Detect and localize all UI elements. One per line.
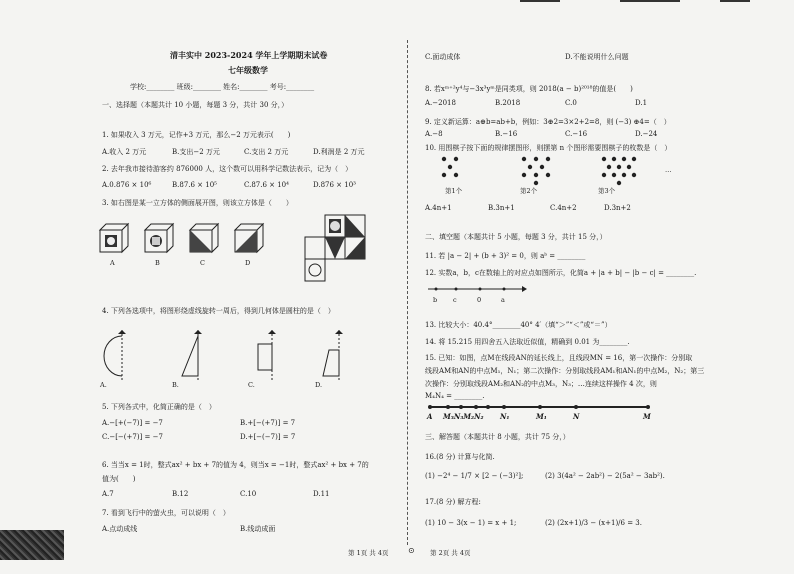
number-line-label-0: 0: [477, 296, 482, 304]
exam-title: 清丰实中 2023-2024 学年上学期期末试卷: [170, 50, 328, 60]
question-9: 9. 定义新运算：a⊕b=ab+b，例如：3⊕2=3×2+2=8，则 (−3) ⊕4=（ ）: [425, 118, 671, 126]
q15-segment-figure: [428, 402, 654, 412]
q3-label-a: A: [110, 259, 115, 267]
binding-hole-icon: ⊙: [408, 546, 415, 555]
cube-c: [190, 224, 218, 252]
q4-label: A.: [100, 381, 107, 389]
scan-mark: [620, 0, 680, 2]
q10-label: 第2个: [520, 187, 538, 195]
q10-label: 第3个: [598, 187, 616, 195]
question-15-line4: M₄N₄ = ________.: [425, 392, 485, 400]
question-6-cont: 值为( ): [102, 475, 136, 483]
q17-part1: (1) 10 − 3(x − 1) = x + 1;: [425, 519, 517, 527]
q6-option: C.10: [240, 490, 257, 498]
figure-c: [258, 330, 276, 382]
q9-option: C.−16: [565, 130, 588, 138]
q16-part1: (1) −2⁴ − 1/7 × [2 − (−3)²];: [425, 472, 524, 480]
q5-option: D.+[−(−7)] = 7: [240, 433, 296, 441]
q9-option: B.−16: [495, 130, 518, 138]
q6-option: D.11: [313, 490, 330, 498]
pattern-2: [522, 157, 550, 185]
q3-label-d: D: [245, 259, 251, 267]
section-heading: 二、填空题（本题共计 5 小题，每题 3 分，共计 15 分，）: [425, 233, 607, 241]
question-13: 13. 比较大小：40.4°________40° 4′（填“＞”“＜”或“＝”）: [425, 321, 612, 329]
question-15-line3: 次操作：分别取线段AM₂和AN₂的中点M₃，N₃；…连续这样操作 4 次，则: [425, 380, 657, 388]
question-1: 1. 如果收入 3 万元，记作+3 万元，那么−2 万元表示( ): [102, 131, 291, 139]
scan-shadow: [0, 530, 64, 560]
question-15: 15. 已知：如图，点M在线段AN的延长线上，且线段MN = 16，第一次操作：分别取: [425, 354, 693, 362]
q3-label-b: B: [155, 259, 160, 267]
q10-ellipsis: …: [665, 166, 672, 174]
section-heading: 一、选择题（本题共计 10 小题，每题 3 分，共计 30 分，）: [102, 101, 289, 109]
page-divider: [407, 40, 408, 545]
q2-option: D.876 × 10³: [313, 181, 356, 189]
scan-mark: [520, 0, 560, 2]
question-4: 4. 下列各选项中，将图形绕虚线旋转一周后，得到几何体是圆柱的是（ ）: [102, 307, 335, 315]
pattern-3: [602, 157, 636, 185]
pattern-1: [442, 157, 458, 177]
q3-cube-figures: [100, 220, 270, 260]
segment-label-n1: N₁: [500, 412, 510, 421]
q4-label: B.: [172, 381, 179, 389]
question-3: 3. 如右图是某一立方体的侧面展开图，则该立方体是（ ）: [102, 199, 293, 207]
q4-label: C.: [248, 381, 255, 389]
question-2: 2. 去年我市接待游客约 876000 人，这个数可以用科学记数法表示，记为（ ）: [102, 165, 353, 173]
q8-option: A.−2018: [425, 99, 456, 107]
q8-option: C.0: [565, 99, 577, 107]
segment-label-m: M: [643, 412, 651, 421]
number-line-label-c: c: [453, 296, 457, 304]
q10-option: B.3n+1: [488, 204, 515, 212]
q4-rotation-figures: [100, 330, 370, 385]
q6-option: A.7: [102, 490, 114, 498]
q2-option: C.87.6 × 10⁴: [244, 181, 289, 189]
q8-option: B.2018: [495, 99, 521, 107]
q3-label-c: C: [200, 259, 205, 267]
q9-option: D.−24: [635, 130, 658, 138]
q10-option: D.3n+2: [604, 204, 631, 212]
q6-option: B.12: [172, 490, 189, 498]
exam-subtitle: 七年级数学: [228, 65, 268, 75]
question-17: 17.(8 分) 解方程:: [425, 498, 481, 506]
segment-label-m1: M₁: [536, 412, 547, 421]
q10-stone-patterns: [440, 155, 680, 185]
question-16: 16.(8 分) 计算与化简.: [425, 453, 495, 461]
figure-a: [104, 330, 126, 382]
q10-option: C.4n+2: [550, 204, 577, 212]
q1-option: B.支出−2 万元: [172, 148, 220, 156]
q12-number-line: [428, 283, 528, 295]
q5-option: A.−[+(−7)] = −7: [102, 419, 163, 427]
figure-d: [323, 330, 343, 382]
q2-option: A.0.876 × 10⁶: [102, 181, 152, 189]
q7-option: C.面动成体: [425, 53, 461, 61]
section-heading: 三、解答题（本题共计 8 小题，共计 75 分，）: [425, 433, 570, 441]
segment-label-group: M₃N₃M₂N₂: [443, 412, 484, 421]
q7-option: D.不能说明什么问题: [565, 53, 629, 61]
student-info-line: 学校:________ 班级:________ 姓名:________ 考号:________: [130, 83, 315, 91]
question-5: 5. 下列各式中，化简正确的是（ ）: [102, 403, 216, 411]
q10-option: A.4n+1: [425, 204, 452, 212]
q7-option: A.点动成线: [102, 525, 138, 533]
q7-option: B.线动成面: [240, 525, 276, 533]
question-7: 7. 看到飞行中的萤火虫，可以说明（ ）: [102, 509, 230, 517]
q2-option: B.87.6 × 10⁵: [172, 181, 217, 189]
question-12: 12. 实数a，b，c在数轴上的对应点如图所示，化简a + |a + b| − |b − c| = ________.: [425, 269, 697, 277]
q1-option: A.收入 2 万元: [102, 148, 147, 156]
cube-d: [235, 224, 263, 252]
question-6: 6. 当当x = 1时，整式ax² + bx + 7的值为 4，则当x = −1时，整式ax² + bx + 7的: [102, 461, 369, 469]
q1-option: C.支出 2 万元: [244, 148, 289, 156]
number-line-label-a: a: [501, 296, 505, 304]
q10-label: 第1个: [445, 187, 463, 195]
segment-label-n: N: [573, 412, 580, 421]
q1-option: D.利润是 2 万元: [313, 148, 365, 156]
question-11: 11. 若 |a − 2| + (b + 3)² = 0，则 aᵇ = ________: [425, 252, 586, 260]
q5-option: C.−[−(+7)] = −7: [102, 433, 163, 441]
scan-mark: [720, 0, 750, 2]
q8-option: D.1: [635, 99, 648, 107]
question-15-line2: 线段AM和AN的中点M₁，N₁；第二次操作：分别取线段AM₁和AN₁的中点M₂，N₂；第三: [425, 367, 705, 375]
segment-label-a: A: [427, 412, 433, 421]
cube-a: [100, 224, 128, 252]
question-8: 8. 若xᵐ⁺²y⁴与−3x³yᵐ是同类项，则 2018(a − b)²⁰¹⁸的值是( ): [425, 85, 633, 93]
question-14: 14. 将 15.215 用四舍五入法取近似值，精确到 0.01 为________.: [425, 338, 630, 346]
question-10: 10. 用围棋子按下面的规律摆图形，则摆第 n 个图形需要围棋子的枚数是（ ）: [425, 144, 672, 152]
number-line-label-b: b: [433, 296, 438, 304]
page-number-right: 第 2页 共 4页: [430, 549, 471, 557]
q9-option: A.−8: [425, 130, 443, 138]
q3-cube-net: [305, 215, 385, 283]
cube-b: [145, 224, 173, 252]
figure-b: [182, 330, 202, 382]
q17-part2: (2) (2x+1)/3 − (x+1)/6 = 3.: [545, 519, 642, 527]
q4-label: D.: [315, 381, 323, 389]
q16-part2: (2) 3(4a² − 2ab²) − 2(5a² − 3ab²).: [545, 472, 665, 480]
q5-option: B.+[−(+7)] = 7: [240, 419, 296, 427]
page-number-left: 第 1页 共 4页: [348, 549, 389, 557]
